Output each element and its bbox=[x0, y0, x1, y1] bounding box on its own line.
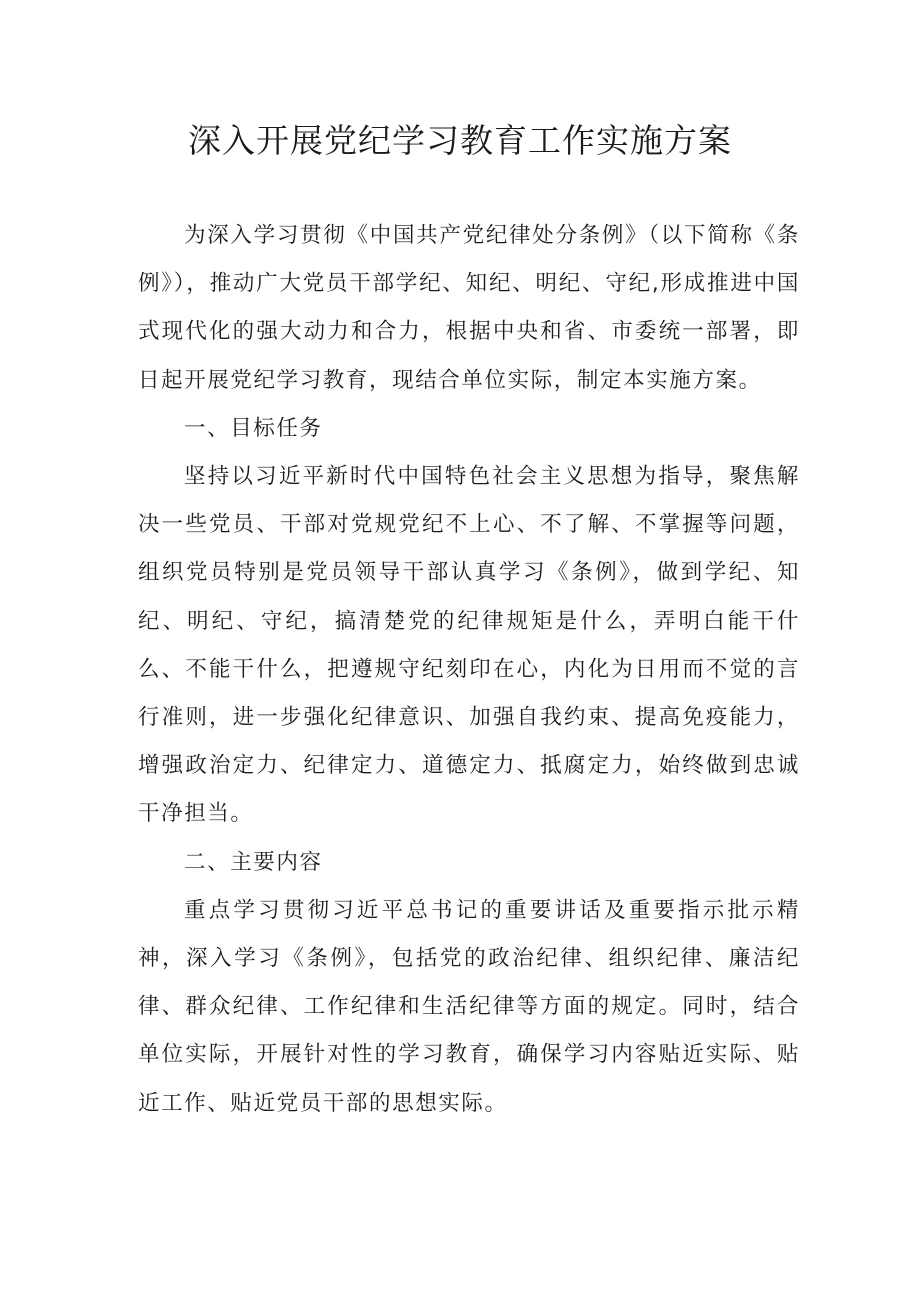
intro-paragraph: 为深入学习贯彻《中国共产党纪律处分条例》（以下简称《条例》），推动广大党员干部学纪、知纪、明纪、守纪,形成推进中国式现代化的强大动力和合力，根据中央和省、市委统一部署，即日起开展党纪学习教育，现结合单位实际，制定本实施方案。 bbox=[138, 223, 800, 393]
section-heading-content: 二、主要内容 bbox=[184, 849, 323, 875]
content-paragraph: 重点学习贯彻习近平总书记的重要讲话及重要指示批示精神，深入学习《条例》，包括党的政治纪律、组织纪律、廉洁纪律、群众纪律、工作纪律和生活纪律等方面的规定。同时，结合单位实际，开展针对性的学习教育，确保学习内容贴近实际、贴近工作、贴近党员干部的思想实际。 bbox=[138, 897, 800, 1116]
objectives-paragraph: 坚持以习近平新时代中国特色社会主义思想为指导，聚焦解决一些党员、干部对党规党纪不上心、不了解、不掌握等问题，组织党员特别是党员领导干部认真学习《条例》，做到学纪、知纪、明纪、守纪，搞清楚党的纪律规矩是什么，弄明白能干什么、不能干什么，把遵规守纪刻印在心，内化为日用而不觉的言行准则，进一步强化纪律意识、加强自我约束、提高免疫能力，增强政治定力、纪律定力、道德定力、抵腐定力，始终做到忠诚干净担当。 bbox=[138, 464, 800, 827]
document-body bbox=[138, 212, 800, 1128]
section-heading-objectives: 一、目标任务 bbox=[184, 415, 323, 441]
document-title: 深入开展党纪学习教育工作实施方案 bbox=[188, 121, 732, 160]
